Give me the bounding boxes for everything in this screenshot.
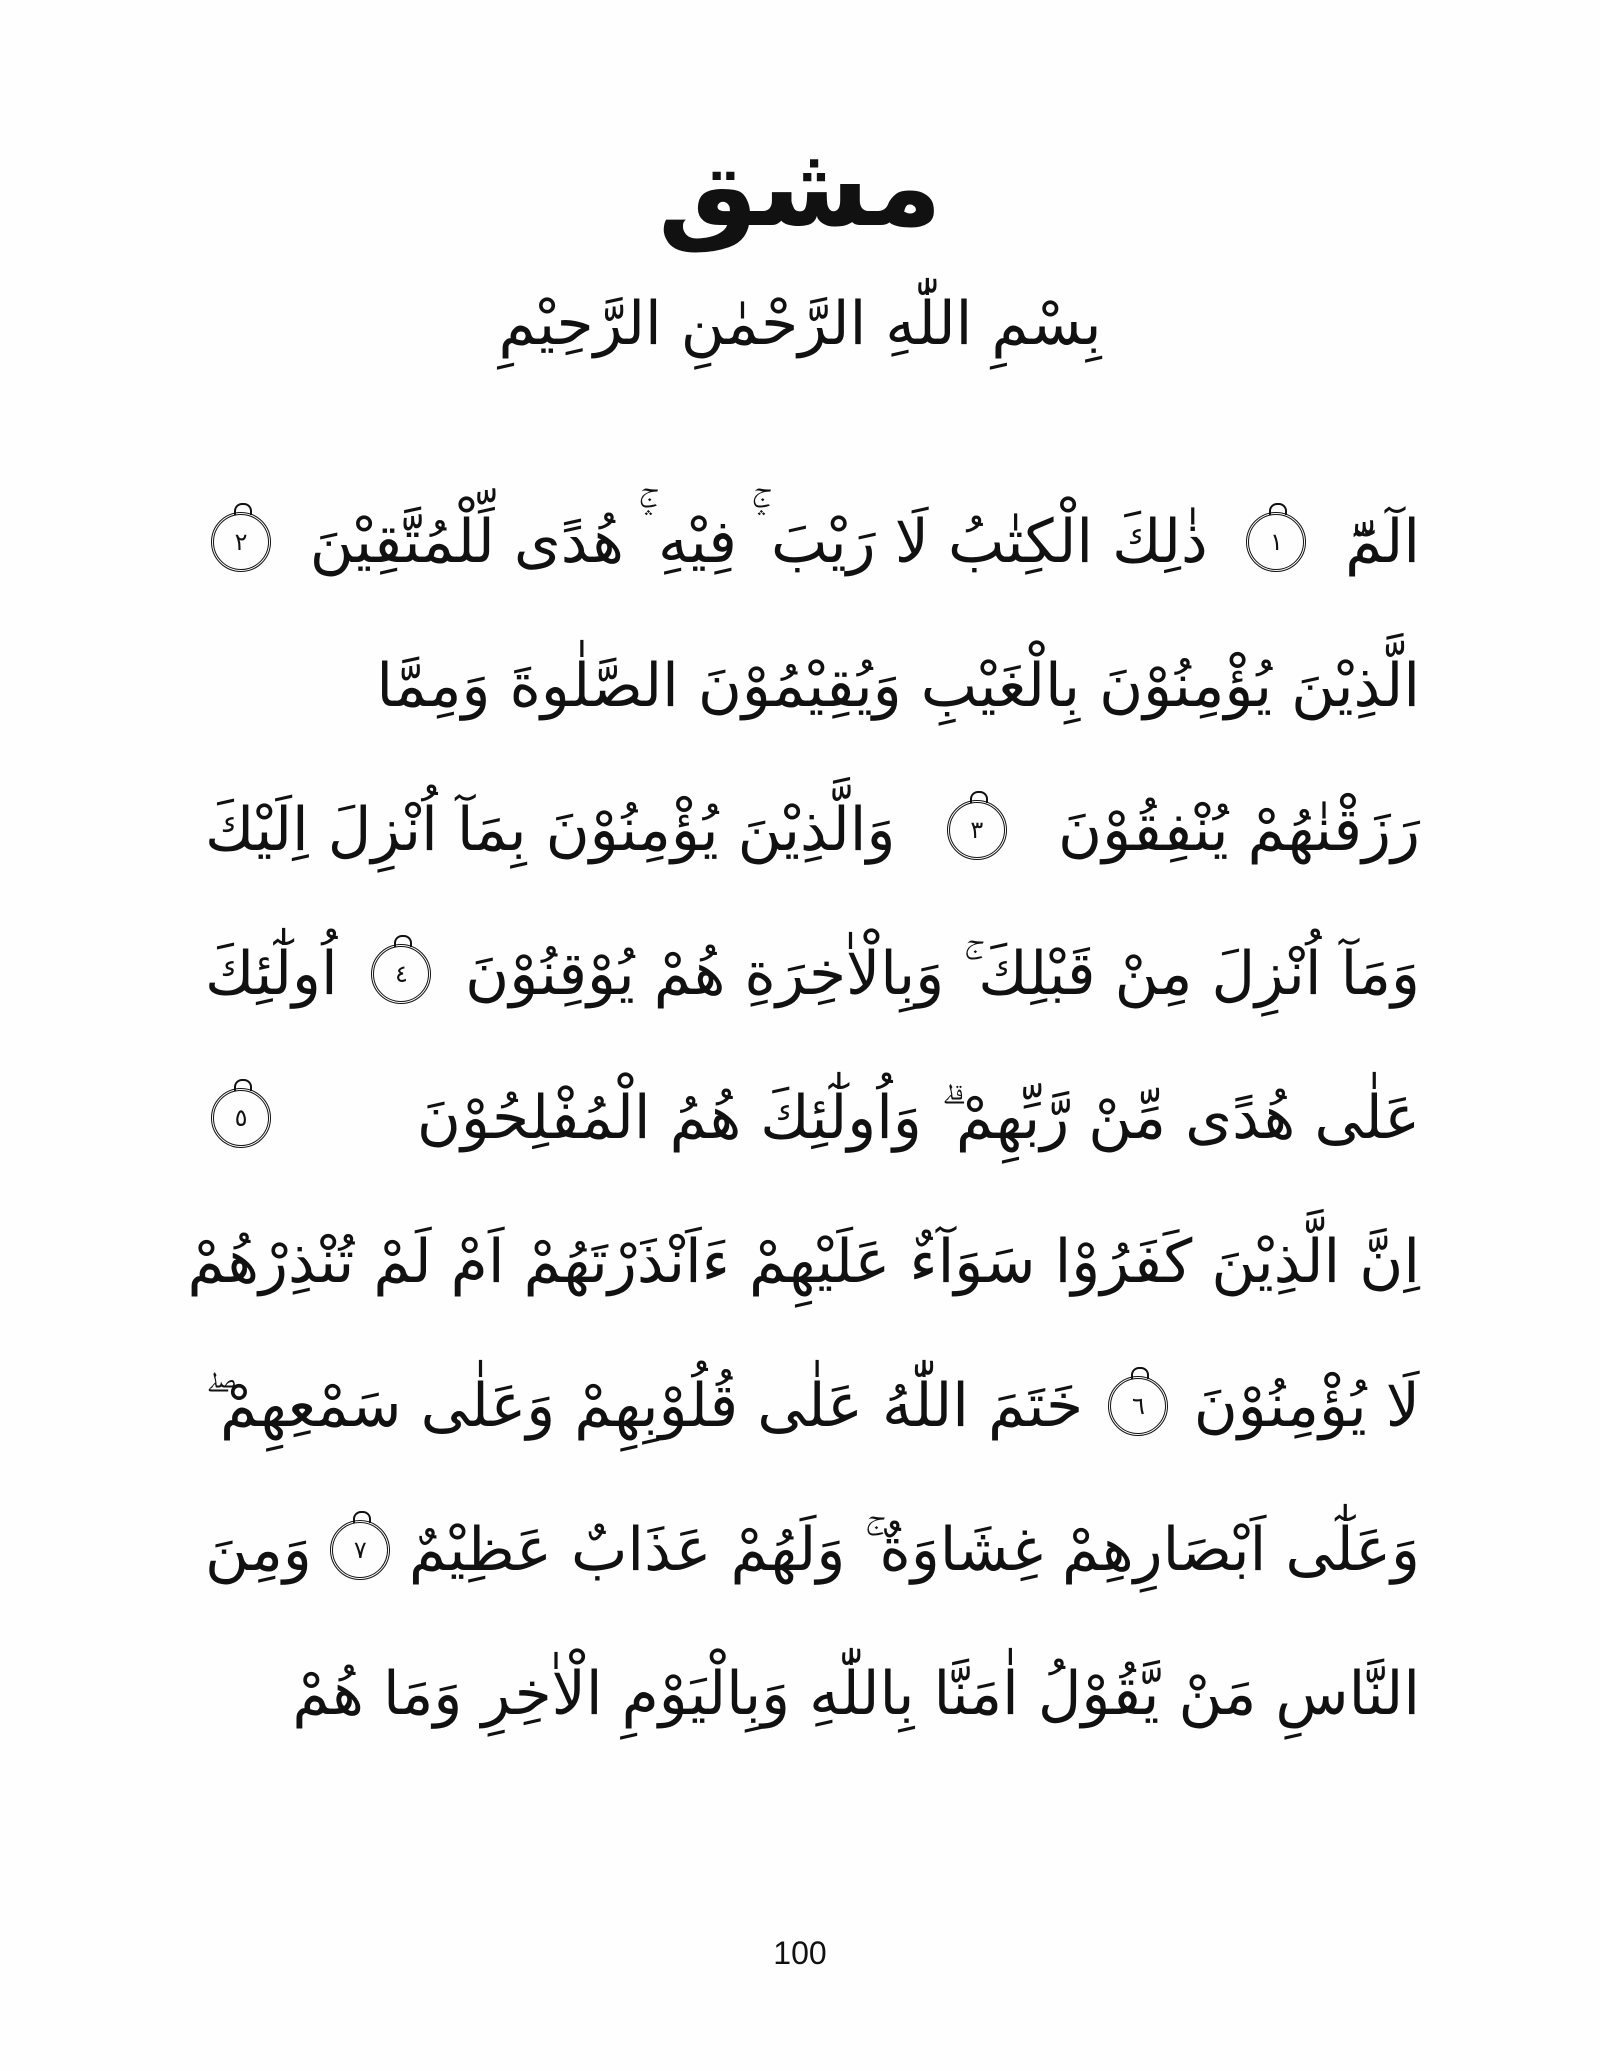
verse-line: [205, 1334, 1420, 1478]
page-title: مشق: [657, 122, 943, 252]
verse-line: [205, 1046, 1420, 1190]
verse-text: وَمَآ اُنْزِلَ مِنْ قَبْلِكَ ۚ وَبِالْاٰخِرَةِ هُمْ يُوْقِنُوْنَ: [465, 939, 1420, 1009]
ayah-marker: ٥: [211, 1088, 271, 1148]
verse-text: اِنَّ الَّذِيْنَ كَفَرُوْا سَوَآءٌ عَلَيْهِمْ ءَاَنْذَرْتَهُمْ اَمْ لَمْ تُنْذِرْهُمْ: [187, 1227, 1420, 1297]
verse-line: [205, 758, 1420, 902]
verse-line: [187, 1190, 1420, 1334]
ayah-marker: ٣: [947, 800, 1007, 860]
verse-text: وَمِنَ: [205, 1515, 312, 1585]
verse-line: [205, 470, 1420, 614]
page-number: 100: [773, 1935, 827, 1971]
verse-text: رَزَقْنٰهُمْ يُنْفِقُوْنَ: [1058, 795, 1420, 865]
verse-text: النَّاسِ مَنْ يَّقُوْلُ اٰمَنَّا بِاللّٰهِ وَبِالْيَوْمِ الْاٰخِرِ وَمَا هُمْ: [292, 1659, 1420, 1729]
verse-text: عَلٰى هُدًى مِّنْ رَّبِّهِمْ ۗ وَاُولٰٓئِكَ هُمُ الْمُفْلِحُوْنَ: [416, 1083, 1420, 1153]
verse-text: الٓمّٓ: [1345, 507, 1420, 577]
ayah-marker: ٤: [371, 944, 431, 1004]
verse-text: خَتَمَ اللّٰهُ عَلٰى قُلُوْبِهِمْ وَعَلٰى سَمْعِهِمْ ۖ: [205, 1371, 1084, 1441]
verse-text: الَّذِيْنَ يُؤْمِنُوْنَ بِالْغَيْبِ وَيُقِيْمُوْنَ الصَّلٰوةَ وَمِمَّا: [376, 651, 1420, 721]
verse-text: لَا يُؤْمِنُوْنَ: [1193, 1371, 1420, 1441]
verse-line: [205, 1478, 1420, 1622]
ayah-marker: ٢: [211, 512, 271, 572]
ayah-marker: ٧: [330, 1520, 390, 1580]
verse-block: [187, 470, 1420, 1766]
verse-text: وَالَّذِيْنَ يُؤْمِنُوْنَ بِمَآ اُنْزِلَ اِلَيْكَ: [205, 795, 896, 865]
verse-line: [205, 902, 1420, 1046]
ayah-marker: ٦: [1108, 1376, 1168, 1436]
verse-text: ذٰلِكَ الْكِتٰبُ لَا رَيْبَ ۛۚ فِيْهِ ۛۚ هُدًى لِّلْمُتَّقِيْنَ: [309, 507, 1208, 577]
verse-line: [205, 1622, 1420, 1766]
verse-text: وَعَلٰٓى اَبْصَارِهِمْ غِشَاوَةٌ ۚ وَلَهُمْ عَذَابٌ عَظِيْمٌ: [408, 1515, 1420, 1585]
ayah-marker: ١: [1246, 512, 1306, 572]
basmala: بِسْمِ اللّٰهِ الرَّحْمٰنِ الرَّحِيْمِ: [498, 289, 1102, 359]
verse-line: [205, 614, 1420, 758]
verse-text: اُولٰٓئِكَ: [205, 939, 338, 1009]
